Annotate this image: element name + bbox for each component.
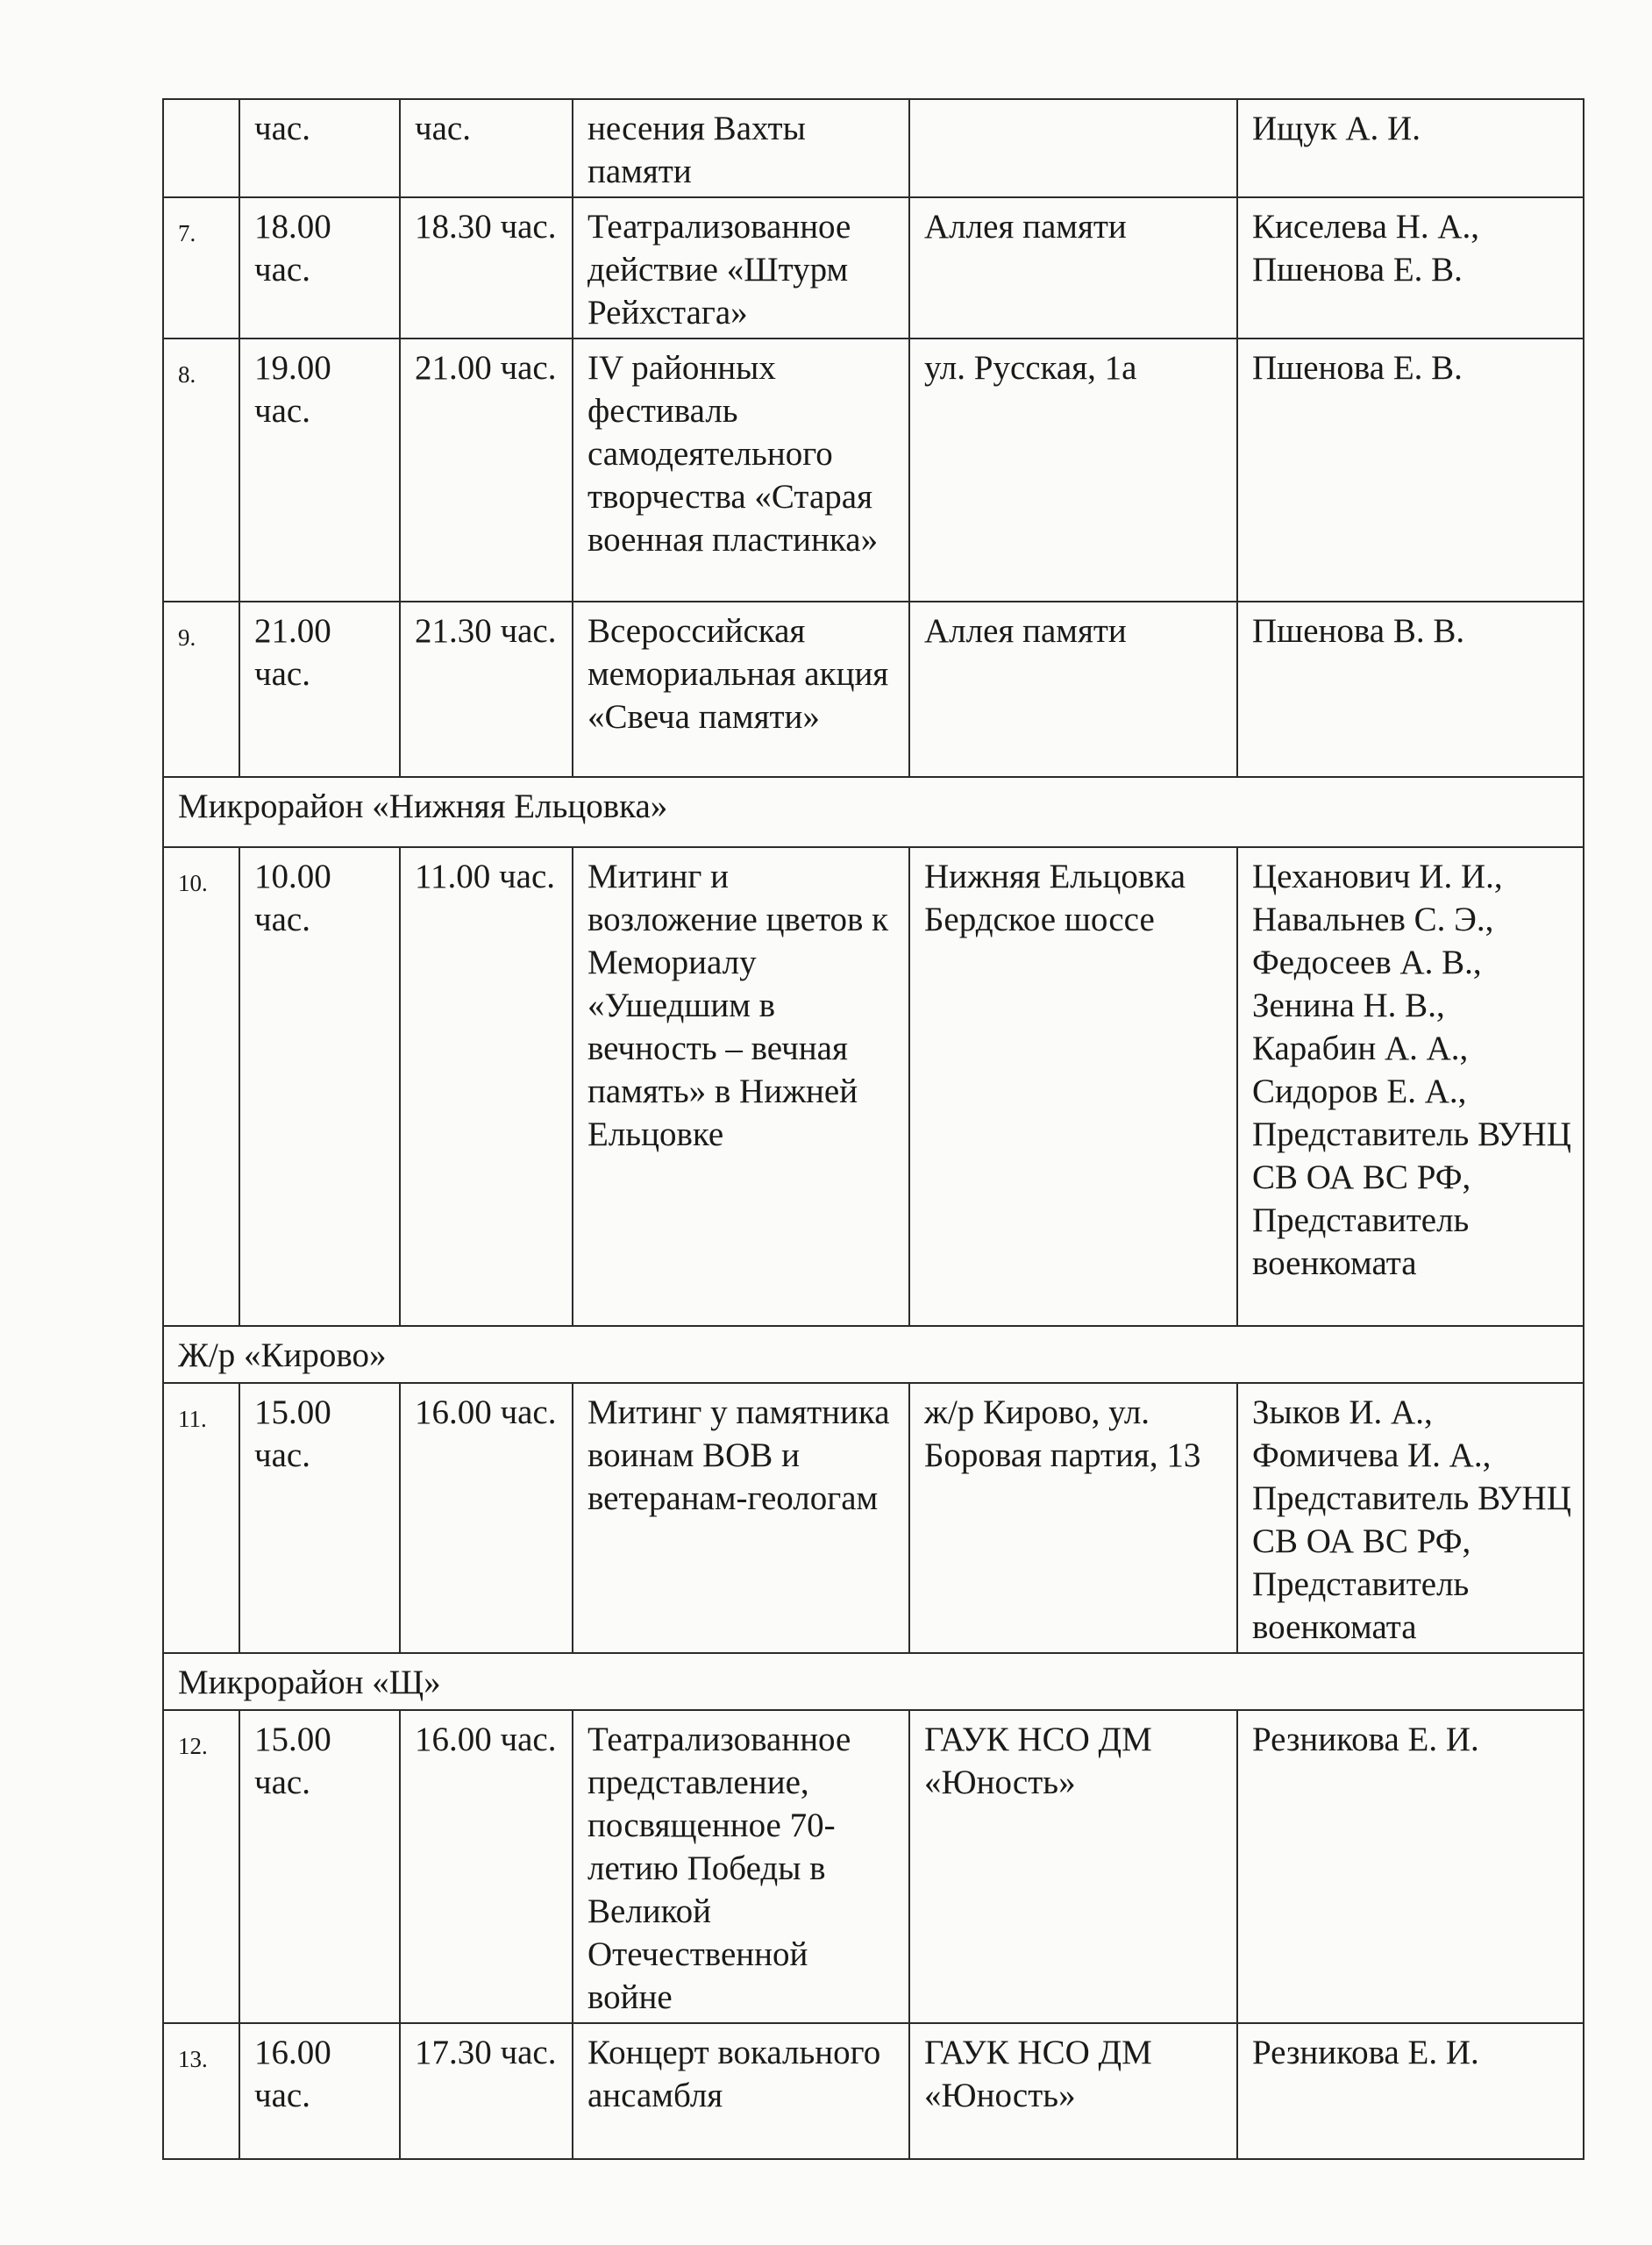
responsible-persons: Резникова Е. И.	[1237, 2023, 1584, 2159]
responsible-persons: Ищук А. И.	[1237, 99, 1584, 197]
row-number: 12.	[163, 1710, 239, 2023]
table-row	[163, 2023, 1584, 2159]
section-row	[163, 1653, 1584, 1710]
table-row	[163, 197, 1584, 339]
row-number	[163, 99, 239, 197]
end-time: 16.00 час.	[400, 1710, 573, 2023]
table-row	[163, 847, 1584, 1326]
start-time: 16.00 час.	[239, 2023, 400, 2159]
event-place: Аллея памяти	[909, 197, 1237, 339]
start-time: 21.00 час.	[239, 602, 400, 777]
event-name: Митинг у памятника воинам ВОВ и ветеранам-геологам	[573, 1383, 909, 1653]
start-time: 19.00 час.	[239, 339, 400, 602]
end-time: 18.30 час.	[400, 197, 573, 339]
start-time: 15.00 час.	[239, 1710, 400, 2023]
row-number: 9.	[163, 602, 239, 777]
event-place: ГАУК НСО ДМ «Юность»	[909, 2023, 1237, 2159]
row-number: 13.	[163, 2023, 239, 2159]
event-place: Нижняя Ельцовка Бердское шоссе	[909, 847, 1237, 1326]
responsible-persons: Киселева Н. А., Пшенова Е. В.	[1237, 197, 1584, 339]
section-title: Микрорайон «Щ»	[163, 1653, 1584, 1710]
end-time: 11.00 час.	[400, 847, 573, 1326]
end-time: 17.30 час.	[400, 2023, 573, 2159]
event-name: Театрализованное действие «Штурм Рейхстага»	[573, 197, 909, 339]
table-row	[163, 99, 1584, 197]
end-time: 16.00 час.	[400, 1383, 573, 1653]
row-number: 10.	[163, 847, 239, 1326]
row-number: 8.	[163, 339, 239, 602]
event-place	[909, 99, 1237, 197]
table-row	[163, 1383, 1584, 1653]
responsible-persons: Пшенова В. В.	[1237, 602, 1584, 777]
section-title: Микрорайон «Нижняя Ельцовка»	[163, 777, 1584, 847]
responsible-persons: Цеханович И. И., Навальнев С. Э., Федосеев А. В., Зенина Н. В., Карабин А. А., Сидоров Е. А., Представитель ВУНЦ СВ ОА ВС РФ, Представитель военкомата	[1237, 847, 1584, 1326]
table-row	[163, 602, 1584, 777]
event-name: Всероссийская мемориальная акция «Свеча памяти»	[573, 602, 909, 777]
table-row	[163, 1710, 1584, 2023]
row-number: 11.	[163, 1383, 239, 1653]
event-place: ГАУК НСО ДМ «Юность»	[909, 1710, 1237, 2023]
event-place: Аллея памяти	[909, 602, 1237, 777]
event-name: Концерт вокального ансамбля	[573, 2023, 909, 2159]
start-time: 15.00 час.	[239, 1383, 400, 1653]
table-row	[163, 339, 1584, 602]
section-title: Ж/р «Кирово»	[163, 1326, 1584, 1383]
start-time: 18.00 час.	[239, 197, 400, 339]
event-name: Театрализованное представление, посвященное 70-летию Победы в Великой Отечественной войне	[573, 1710, 909, 2023]
responsible-persons: Пшенова Е. В.	[1237, 339, 1584, 602]
event-name: IV районных фестиваль самодеятельного творчества «Старая военная пластинка»	[573, 339, 909, 602]
responsible-persons: Резникова Е. И.	[1237, 1710, 1584, 2023]
responsible-persons: Зыков И. А., Фомичева И. А., Представитель ВУНЦ СВ ОА ВС РФ, Представитель военкомата	[1237, 1383, 1584, 1653]
section-row	[163, 777, 1584, 847]
event-place: ул. Русская, 1а	[909, 339, 1237, 602]
end-time: час.	[400, 99, 573, 197]
end-time: 21.30 час.	[400, 602, 573, 777]
start-time: 10.00 час.	[239, 847, 400, 1326]
events-table	[162, 98, 1584, 2160]
event-name: несения Вахты памяти	[573, 99, 909, 197]
end-time: 21.00 час.	[400, 339, 573, 602]
section-row	[163, 1326, 1584, 1383]
event-name: Митинг и возложение цветов к Мемориалу «Ушедшим в вечность – вечная память» в Нижней Ельцовке	[573, 847, 909, 1326]
event-place: ж/р Кирово, ул. Боровая партия, 13	[909, 1383, 1237, 1653]
start-time: час.	[239, 99, 400, 197]
row-number: 7.	[163, 197, 239, 339]
